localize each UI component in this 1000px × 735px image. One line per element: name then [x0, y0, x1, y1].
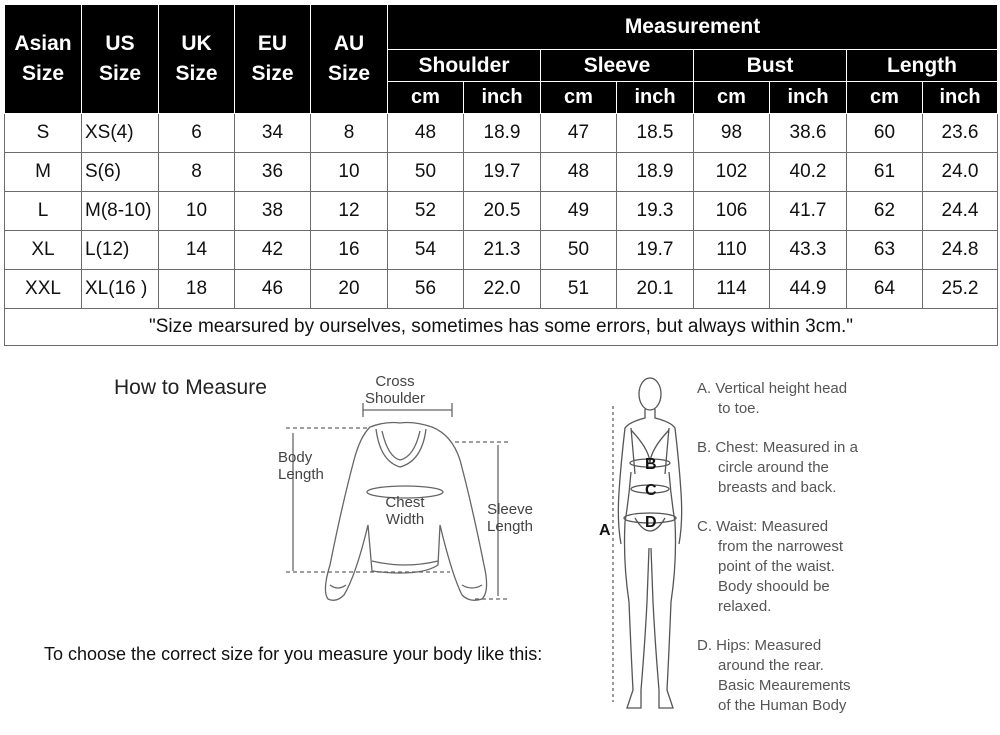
table-cell: 50 [541, 231, 617, 270]
table-cell: 50 [388, 153, 464, 192]
table-cell: 48 [388, 114, 464, 153]
table-cell: 62 [847, 192, 923, 231]
table-cell: 38 [235, 192, 311, 231]
header-eu-size: EU Size [235, 5, 311, 114]
table-cell: 114 [694, 270, 770, 309]
table-cell: 24.0 [923, 153, 998, 192]
table-cell: 43.3 [770, 231, 847, 270]
table-cell: 110 [694, 231, 770, 270]
table-cell: 51 [541, 270, 617, 309]
body-length-label: Body Length [278, 449, 324, 483]
definition-a: A. Vertical height head to toe. [697, 380, 848, 417]
table-row [5, 114, 998, 153]
table-cell: 60 [847, 114, 923, 153]
header-uk-size: UK Size [159, 5, 235, 114]
table-cell: 10 [311, 153, 388, 192]
table-cell: 38.6 [770, 114, 847, 153]
table-cell: 48 [541, 153, 617, 192]
size-chart-table [4, 4, 998, 346]
sleeve-length-label: Sleeve Length [487, 501, 533, 535]
table-cell: 61 [847, 153, 923, 192]
table-cell: XXL [5, 270, 82, 309]
unit-cm: cm [541, 82, 617, 114]
sweater-diagram [260, 365, 560, 610]
cross-shoulder-label: Cross Shoulder [364, 373, 426, 407]
unit-inch: inch [923, 82, 998, 114]
table-cell: 46 [235, 270, 311, 309]
table-cell: 20 [311, 270, 388, 309]
table-cell: 54 [388, 231, 464, 270]
table-cell: 49 [541, 192, 617, 231]
marker-c: C [645, 482, 657, 499]
table-cell: 8 [159, 153, 235, 192]
definition-b: B. Chest: Measured in a circle around the breasts and back. [697, 439, 858, 496]
unit-cm: cm [694, 82, 770, 114]
table-cell: 8 [311, 114, 388, 153]
header-sleeve: Sleeve [541, 50, 694, 82]
header-bust: Bust [694, 50, 847, 82]
marker-b: B [645, 456, 657, 473]
measurement-definitions [697, 379, 997, 735]
table-cell: 10 [159, 192, 235, 231]
table-cell: 106 [694, 192, 770, 231]
measure-instruction: To choose the correct size for you measure your body like this: [44, 644, 543, 664]
table-cell: 40.2 [770, 153, 847, 192]
body-figure [595, 372, 695, 722]
table-cell: 24.4 [923, 192, 998, 231]
table-cell: 98 [694, 114, 770, 153]
unit-inch: inch [770, 82, 847, 114]
chest-width-label: Chest Width [385, 494, 425, 528]
table-cell: L(12) [82, 231, 159, 270]
table-cell: S(6) [82, 153, 159, 192]
table-cell: 19.3 [617, 192, 694, 231]
table-cell: 22.0 [464, 270, 541, 309]
table-cell: 52 [388, 192, 464, 231]
table-cell: 21.3 [464, 231, 541, 270]
table-cell: 56 [388, 270, 464, 309]
header-asian-size: Asian Size [5, 5, 82, 114]
table-cell: 16 [311, 231, 388, 270]
table-cell: XS(4) [82, 114, 159, 153]
unit-inch: inch [617, 82, 694, 114]
table-cell: S [5, 114, 82, 153]
header-length: Length [847, 50, 998, 82]
table-cell: 18.5 [617, 114, 694, 153]
human-body-outline-icon [595, 372, 695, 722]
header-au-size: AU Size [311, 5, 388, 114]
table-cell: 24.8 [923, 231, 998, 270]
table-cell: 6 [159, 114, 235, 153]
table-cell: 18.9 [617, 153, 694, 192]
table-row [5, 192, 998, 231]
table-cell: 102 [694, 153, 770, 192]
table-cell: 47 [541, 114, 617, 153]
table-cell: 23.6 [923, 114, 998, 153]
marker-d: D [645, 514, 657, 531]
table-cell: 14 [159, 231, 235, 270]
table-cell: 44.9 [770, 270, 847, 309]
table-cell: XL [5, 231, 82, 270]
table-cell: 12 [311, 192, 388, 231]
table-note: "Size mearsured by ourselves, sometimes has some errors, but always within 3cm." [5, 309, 998, 346]
table-cell: 36 [235, 153, 311, 192]
unit-cm: cm [388, 82, 464, 114]
table-cell: 19.7 [464, 153, 541, 192]
table-cell: M [5, 153, 82, 192]
table-cell: 18 [159, 270, 235, 309]
table-row [5, 270, 998, 309]
table-cell: XL(16 ) [82, 270, 159, 309]
unit-cm: cm [847, 82, 923, 114]
unit-inch: inch [464, 82, 541, 114]
header-measurement: Measurement [388, 5, 998, 50]
table-row [5, 231, 998, 270]
header-shoulder: Shoulder [388, 50, 541, 82]
table-row [5, 153, 998, 192]
table-cell: 25.2 [923, 270, 998, 309]
how-to-measure-title: How to Measure [114, 376, 267, 399]
definition-d: D. Hips: Measured around the rear. Basic Meaurements of the Human Body [697, 637, 851, 714]
table-cell: 34 [235, 114, 311, 153]
table-cell: 20.1 [617, 270, 694, 309]
definition-c: C. Waist: Measured from the narrowest point of the waist. Body shoould be relaxed. [697, 518, 844, 615]
table-cell: L [5, 192, 82, 231]
table-cell: 19.7 [617, 231, 694, 270]
header-us-size: US Size [82, 5, 159, 114]
table-cell: 20.5 [464, 192, 541, 231]
table-cell: M(8-10) [82, 192, 159, 231]
table-cell: 41.7 [770, 192, 847, 231]
table-cell: 18.9 [464, 114, 541, 153]
table-cell: 63 [847, 231, 923, 270]
marker-a: A [599, 522, 611, 539]
table-cell: 42 [235, 231, 311, 270]
table-cell: 64 [847, 270, 923, 309]
